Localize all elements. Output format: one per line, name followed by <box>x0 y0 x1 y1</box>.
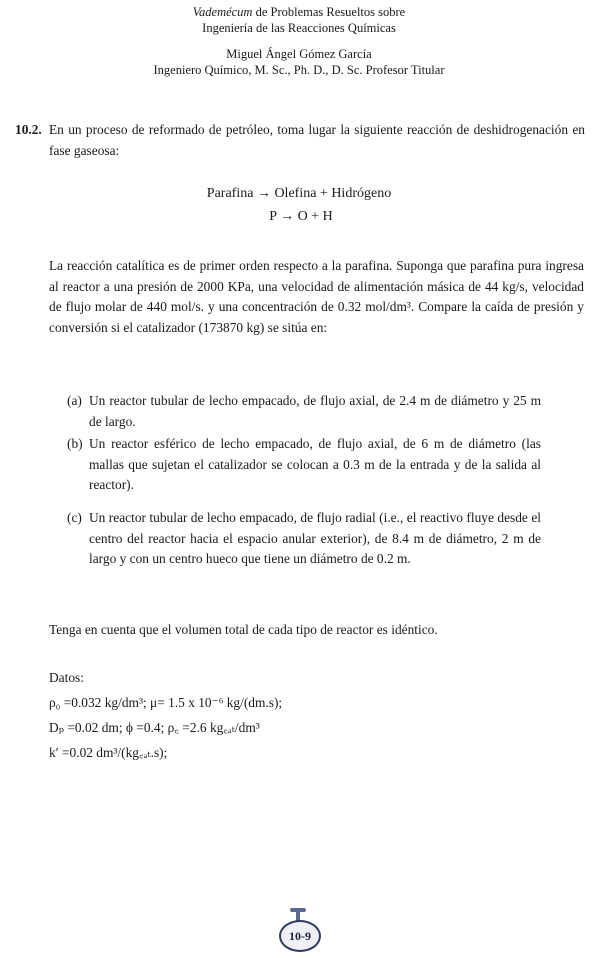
author-block <box>0 46 598 78</box>
page-number: 10-9 <box>289 928 311 943</box>
author-name: Miguel Ángel Gómez García <box>226 47 372 61</box>
book-title-rest: de Problemas Resueltos sobre <box>252 5 406 19</box>
option-a-text: Un reactor tubular de lecho empacado, de flujo axial, de 2.4 m de diámetro y 25 m de largo. <box>89 393 541 429</box>
data-line-3: k′ =0.02 dm³/(kg꜀ₐₜ.s); <box>49 745 168 760</box>
data-title: Datos: <box>49 670 84 685</box>
option-a <box>67 391 541 432</box>
problem-number: 10.2. <box>15 122 42 137</box>
option-c <box>67 508 541 570</box>
option-b <box>67 434 541 496</box>
option-c-text: Un reactor tubular de lecho empacado, de flujo radial (i.e., el reactivo fluye desde el centro del reactor hacia el espacio anular exterior), de 8.4 m de diámetro, 2 m de largo y con un centro hueco que tiene un diámetro de 0.2 m. <box>89 510 541 566</box>
author-credentials: Ingeniero Químico, M. Sc., Ph. D., D. Sc. Profesor Titular <box>153 63 445 77</box>
problem-text: En un proceso de reformado de petróleo, toma lugar la siguiente reacción de deshidrogenación en fase gaseosa: <box>49 122 585 158</box>
book-title <box>0 4 598 36</box>
data-section <box>49 665 282 765</box>
option-a-label: (a) <box>67 393 82 408</box>
page-footer <box>274 908 322 952</box>
option-c-label: (c) <box>67 510 82 525</box>
problem-paragraph: La reacción catalítica es de primer orden respecto a la parafina. Suponga que parafina pura ingresa al reactor a una presión de 2000 KPa, una velocidad de alimentación másica de 44 kg/s, velocidad de flujo molar de 440 mol/s. y una concentración de 0.32 mol/dm³. Compare la caída de presión y conversión si el catalizador (173870 kg) se sitúa en: <box>49 258 584 335</box>
option-b-label: (b) <box>67 436 83 451</box>
equation-symbols: P → O + H <box>269 209 333 224</box>
book-title-italic: Vademécum <box>192 5 253 19</box>
option-b-text: Un reactor esférico de lecho empacado, de flujo axial, de 6 m de diámetro (las mallas que sujetan el catalizador se colocan a 0.3 m de la entrada y de la salida al reactor). <box>89 436 541 492</box>
data-line-2: Dₚ =0.02 dm; ϕ =0.4; ρ꜀ =2.6 kg꜀ₐₜ/dm³ <box>49 720 260 735</box>
data-line-1: ρ₀ =0.032 kg/dm³; μ= 1.5 x 10⁻⁶ kg/(dm.s); <box>49 695 283 710</box>
book-subject: Ingeniería de las Reacciones Químicas <box>202 21 396 35</box>
equation-words: Parafina → Olefina + Hidrógeno <box>206 186 392 201</box>
problem-note: Tenga en cuenta que el volumen total de cada tipo de reactor es idéntico. <box>49 622 438 637</box>
problem-statement <box>15 120 585 161</box>
page-number-badge <box>279 920 321 952</box>
